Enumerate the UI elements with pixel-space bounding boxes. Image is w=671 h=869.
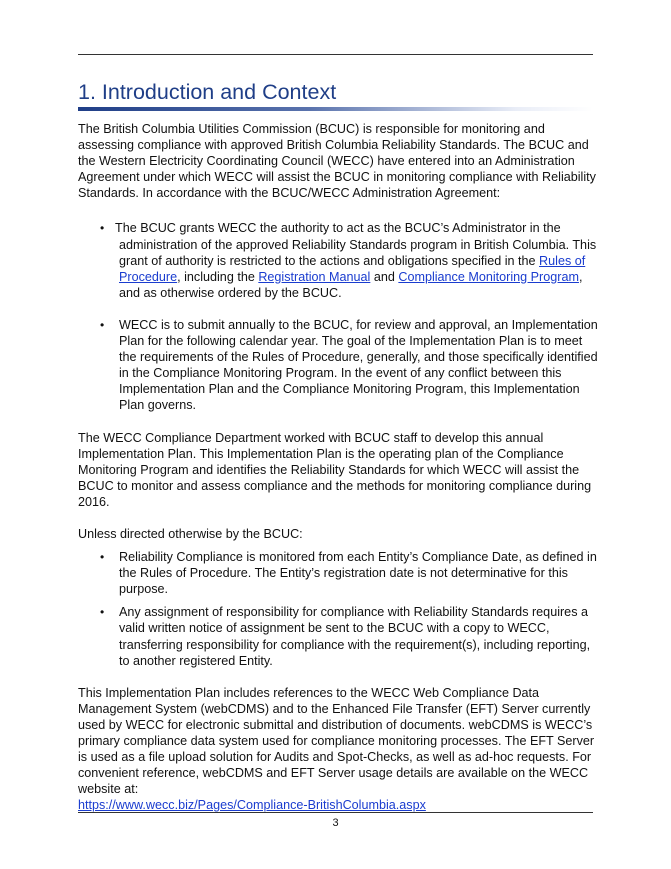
- list-item: [78, 220, 598, 300]
- compliance-monitoring-program-link[interactable]: Compliance Monitoring Program: [398, 269, 579, 284]
- directive-bullet-list: [78, 549, 598, 669]
- registration-manual-link[interactable]: Registration Manual: [258, 269, 371, 284]
- rules-of-procedure-link[interactable]: Rules of Procedure: [119, 253, 586, 284]
- list-item-text: Any assignment of responsibility for compliance with Reliability Standards requires a valid written notice of assignment be sent to the BCUC with a copy to WECC, transferring responsibility for compliance with the requirement(s), including reporting, to another registered Entity.: [119, 605, 591, 668]
- list-item-text: , and as otherwise ordered by the BCUC.: [119, 269, 583, 300]
- bullet-icon: •: [100, 605, 105, 620]
- list-item: [78, 317, 598, 414]
- list-item: [78, 604, 598, 668]
- list-item-text: and: [370, 269, 399, 284]
- systems-paragraph-text: This Implementation Plan includes references to the WECC Web Compliance Data Management System (webCDMS) and to the Enhanced File Transfer (EFT) Server currently used by WECC for electronic submittal and distribution of documents. webCDMS is WECC’s primary compliance data system used for compliance monitoring processes. The EFT Server is used as a file upload solution for Audits and Spot-Checks, as well as ad-hoc requests. For convenient reference, webCDMS and EFT Server usage details are available on the WECC website at:: [78, 685, 595, 797]
- wecc-website-link[interactable]: https://www.wecc.biz/Pages/Compliance-BritishColumbia.aspx: [78, 798, 426, 813]
- list-item-text: Reliability Compliance is monitored from each Entity’s Compliance Date, as defined in the Rules of Procedure. The Entity’s registration date is not determinative for this purpose.: [119, 550, 597, 597]
- unless-directed-paragraph: Unless directed otherwise by the BCUC:: [78, 526, 303, 541]
- list-item: [78, 549, 598, 597]
- list-item-text: The BCUC grants WECC the authority to act as the BCUC’s Administrator in the administration of the approved Reliability Standards program in British Columbia. This grant of authority is restricted to the actions and obligations specified in the: [115, 221, 597, 268]
- section-heading: 1. Introduction and Context: [78, 80, 337, 104]
- document-body: [78, 121, 598, 813]
- intro-paragraph: The British Columbia Utilities Commission (BCUC) is responsible for monitoring and assessing compliance with approved British Columbia Reliability Standards. The BCUC and the Western Electricity Coordinating Council (WECC) have entered into an Administration Agreement under which WECC will assist the BCUC in monitoring compliance with Reliability Standards. In accordance with the BCUC/WECC Administration Agreement:: [78, 122, 596, 201]
- footer-rule: [78, 812, 593, 813]
- agreement-bullet-list: [78, 220, 598, 413]
- header-rule: [78, 54, 593, 55]
- heading-underline-bar: [78, 107, 593, 111]
- development-paragraph: The WECC Compliance Department worked with BCUC staff to develop this annual Implementation Plan. This Implementation Plan is the operating plan of the Compliance Monitoring Program and identifies the Reliability Standards for which WECC will assist the BCUC to monitor and assess compliance and the methods for monitoring compliance during 2016.: [78, 430, 592, 509]
- bullet-icon: •: [100, 221, 105, 236]
- bullet-icon: •: [100, 550, 105, 565]
- list-item-text: WECC is to submit annually to the BCUC, for review and approval, an Implementation Plan for the following calendar year. The goal of the Implementation Plan is to meet the requirements of the Rules of Procedure, generally, and those specifically identified in the Compliance Monitoring Program. In the event of any conflict between this Implementation Plan and the Compliance Monitoring Program, this Implementation Plan governs.: [119, 317, 598, 413]
- bullet-icon: •: [100, 317, 105, 332]
- systems-paragraph: [78, 685, 598, 814]
- page-number: 3: [332, 817, 339, 829]
- list-item-text: , including the: [177, 269, 259, 284]
